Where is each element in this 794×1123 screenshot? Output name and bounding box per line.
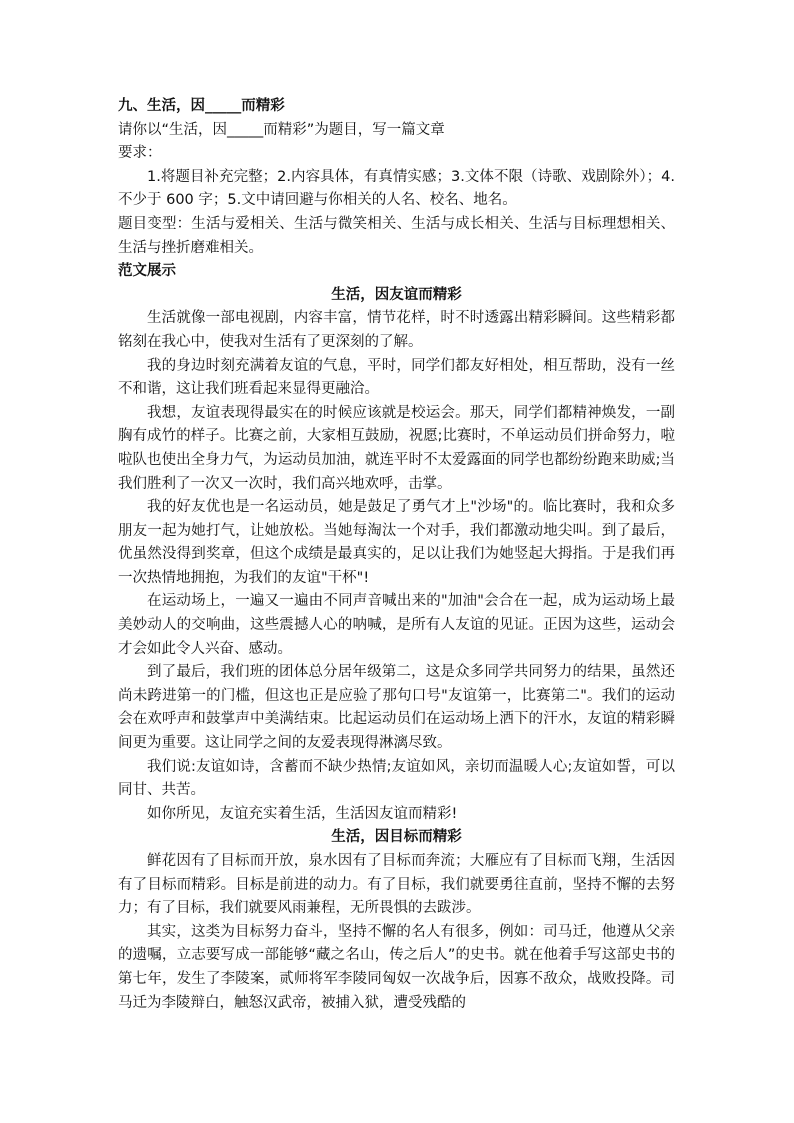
essay-paragraph: 鲜花因有了目标而开放，泉水因有了目标而奔流；大雁应有了目标而飞翔，生活因有了目标而精彩。目标是前进的动力。有了目标，我们就要勇往直前，坚持不懈的去努力；有了目标，我们就要风雨兼程，无所畏惧的去跋涉。	[118, 853, 675, 917]
essay-paragraph: 其实，这类为目标努力奋斗，坚持不懈的名人有很多，例如：司马迁，他遵从父亲的遗嘱，立志要写成一部能够“藏之名山，传之后人”的史书。就在他着手写这部史书的第七年，发生了李陵案，贰师将军李陵同匈奴一次战争后，因寡不敌众，战败投降。司马迁为李陵辩白，触怒汉武帝，被捕入狱，遭受残酷的	[118, 923, 675, 1011]
essay-paragraph: 在运动场上，一遍又一遍由不同声音喊出来的"加油"会合在一起，成为运动场上最美妙动人的交响曲，这些震撼人心的呐喊，是所有人友谊的见证。正因为这些，运动会才会如此令人兴奋、感动。	[118, 593, 675, 657]
essay-paragraph: 如你所见，友谊充实着生活，生活因友谊而精彩!	[147, 805, 458, 822]
title-variants: 题目变型：生活与爱相关、生活与微笑相关、生活与成长相关、生活与目标理想相关、生活与挫折磨难相关。	[118, 215, 675, 256]
essay-title: 生活，因友谊而精彩	[331, 286, 462, 303]
essay-prompt: 请你以“生活，因_____而精彩”为题目，写一篇文章	[118, 121, 445, 138]
essay-paragraph: 我们说:友谊如诗，含蓄而不缺少热情;友谊如风，亲切而温暖人心;友谊如誓，可以同甘、共苦。	[118, 758, 675, 799]
section-heading: 九、生活，因_____而精彩	[118, 98, 285, 114]
essay-paragraph: 我的身边时刻充满着友谊的气息，平时，同学们都友好相处，相互帮助，没有一丝不和谐，这让我们班看起来显得更融洽。	[118, 357, 675, 398]
requirements-text: 1.将题目补充完整；2.内容具体，有真情实感；3.文体不限（诗歌、戏剧除外）；4.不少于 600 字；5.文中请回避与你相关的人名、校名、地名。	[118, 168, 675, 209]
essay-paragraph: 我的好友优也是一名运动员，她是鼓足了勇气才上"沙场"的。临比赛时，我和众多朋友一起为她打气，让她放松。当她每淘汰一个对手，我们都激动地尖叫。到了最后，优虽然没得到奖章，但这个成绩是最真实的，足以让我们为她竖起大拇指。于是我们再一次热情地拥抱，为我们的友谊"干杯"!	[118, 499, 675, 586]
document-content	[118, 95, 675, 1015]
requirements-label: 要求：	[118, 145, 162, 162]
essay-paragraph: 生活就像一部电视剧，内容丰富，情节花样，时不时透露出精彩瞬间。这些精彩都铭刻在我心中，使我对生活有了更深刻的了解。	[118, 310, 675, 350]
essay-paragraph: 到了最后，我们班的团体总分居年级第二，这是众多同学共同努力的结果，虽然还尚未跨进第一的门槛，但这也正是应验了那句口号"友谊第一，比赛第二"。我们的运动会在欢呼声和鼓掌声中美满结束。比起运动员们在运动场上洒下的汗水，友谊的精彩瞬间更为重要。这让同学之间的友爱表现得淋漓尽致。	[118, 664, 675, 752]
essay-title: 生活，因目标而精彩	[331, 829, 462, 846]
essay-paragraph: 我想，友谊表现得最实在的时候应该就是校运会。那天，同学们都精神焕发，一副胸有成竹的样子。比赛之前，大家相互鼓励，祝愿;比赛时，不单运动员们拼命努力，啦啦队也使出全身力气，为运动员加油，就连平时不太爱露面的同学也都纷纷跑来助威;当我们胜利了一次又一次时，我们高兴地欢呼，击掌。	[118, 404, 675, 492]
samples-label: 范文展示	[118, 263, 176, 280]
